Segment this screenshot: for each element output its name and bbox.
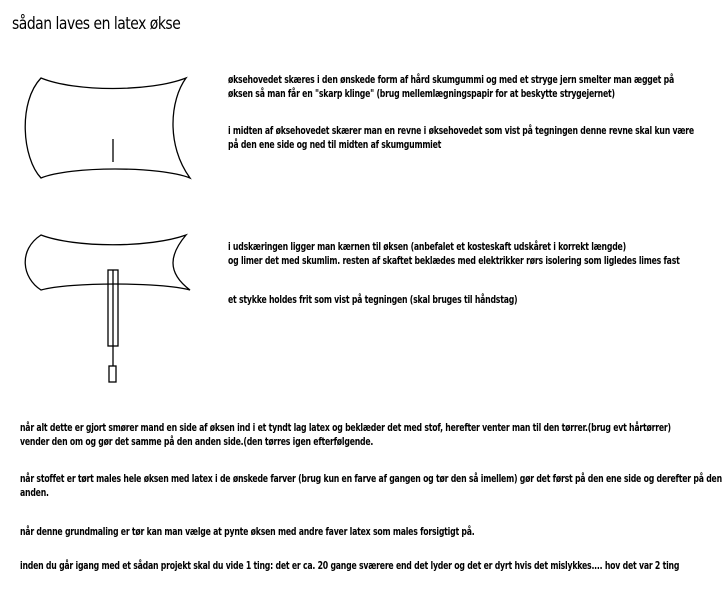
- bottom-paragraph-4: [20, 559, 679, 573]
- text-line: når stoffet er tørt males hele øksen med latex i de ønskede farver (brug kun en farve af gangen og tør den så imellem) gør det først på den ene side og derefter på den: [20, 473, 722, 485]
- text-line: øksehovedet skæres i den ønskede form af hård skumgummi og med et stryge jern smelter man ægget på: [228, 74, 675, 86]
- text-line: inden du går igang med et sådan projekt skal du vide 1 ting: det er ca. 20 gange sværere end det lyder og det er dyrt hvis det mislykkes.... hov det var 2 ting: [20, 560, 680, 572]
- text-line: i midten af øksehovedet skærer man en revne i øksehovedet som vist på tegningen denne revne skal kun være: [228, 125, 694, 137]
- text-line: øksen så man får en "skarp klinge" (brug mellemlægningspapir for at beskytte strygejernet): [228, 88, 615, 100]
- text-line: når denne grundmaling er tør kan man vælge at pynte øksen med andre faver latex som males forsigtigt på.: [20, 526, 475, 538]
- text-line: og limer det med skumlim. resten af skaftet beklædes med elektrikker rørs isolering som ligledes limes fast: [228, 255, 680, 267]
- bottom-paragraph-2: [20, 472, 722, 500]
- text-line: anden.: [20, 487, 49, 499]
- text-line: i udskæringen ligger man kærnen til øksen (anbefalet et kosteskaft udskåret i korrekt længde): [228, 241, 626, 253]
- text-line: et stykke holdes frit som vist på tegningen (skal bruges til håndstag): [228, 294, 518, 306]
- fig1-paragraph-2: [228, 124, 694, 152]
- bottom-paragraph-3: [20, 525, 475, 539]
- text-line: når alt dette er gjort smører mand en side af øksen ind i et tyndt lag latex og beklæder det med stof, herefter venter man til den tørrer.(brug evt hårtørrer): [20, 422, 671, 434]
- handle-grip: [109, 366, 116, 382]
- bottom-paragraph-1: [20, 421, 671, 449]
- text-line: vender den om og gør det samme på den anden side.(den tørres igen efterfølgende.: [20, 436, 374, 448]
- fig2-paragraph-2: [228, 293, 517, 307]
- text-line: på den ene side og ned til midten af skumgummiet: [228, 139, 442, 151]
- fig1-paragraph-1: [228, 73, 674, 101]
- fig2-paragraph-1: [228, 240, 680, 268]
- page-title: sådan laves en latex økse: [12, 14, 181, 34]
